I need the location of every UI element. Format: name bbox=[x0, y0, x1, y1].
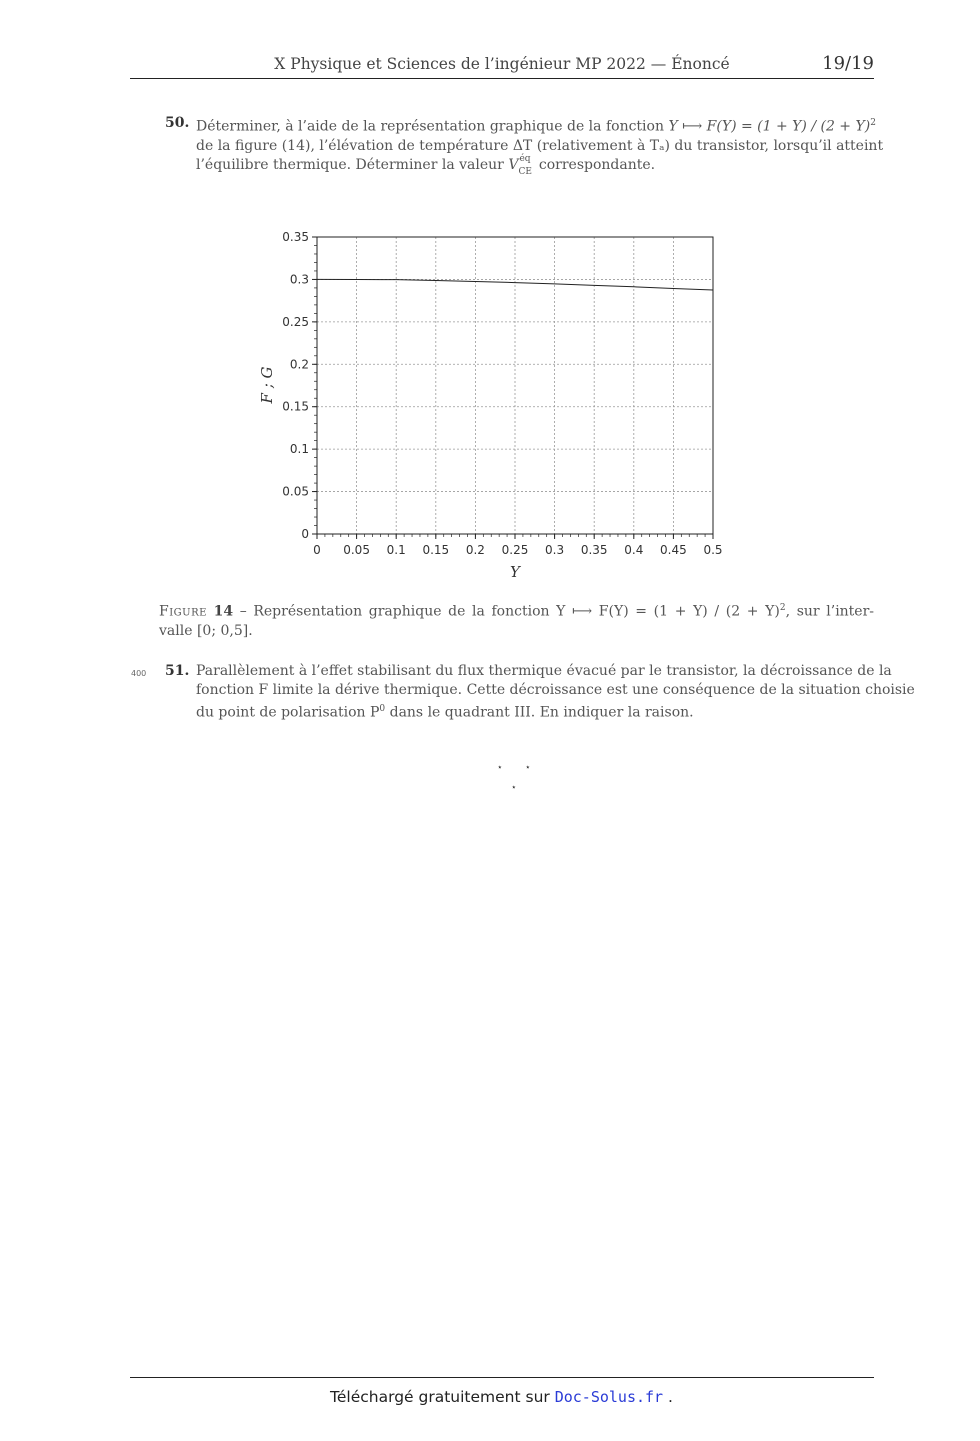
star-icon: ⋆ bbox=[497, 763, 503, 773]
star-icon: ⋆ bbox=[525, 763, 531, 773]
question-line: fonction F limite la dérive thermique. Cette décroissance est une conséquence de la situation choisie bbox=[196, 682, 915, 698]
page-header bbox=[130, 52, 874, 79]
question-line: du point de polarisation $P^0$ dans le quadrant III. En indiquer la raison. bbox=[196, 704, 694, 721]
x-tick-label: 0.1 bbox=[386, 543, 406, 557]
y-tick-labels bbox=[282, 230, 309, 541]
x-tick-label: 0.4 bbox=[624, 543, 644, 557]
header-title: X Physique et Sciences de l’ingénieur MP 2022 — Énoncé bbox=[274, 55, 730, 73]
footer-rule bbox=[130, 1377, 874, 1378]
x-tick-label: 0.05 bbox=[343, 543, 370, 557]
y-tick-label: 0.15 bbox=[282, 399, 309, 414]
y-tick-label: 0.05 bbox=[282, 484, 309, 499]
x-tick-label: 0.35 bbox=[580, 543, 608, 557]
x-tick-label: 0.15 bbox=[422, 543, 450, 557]
x-tick-label: 0.2 bbox=[465, 543, 485, 557]
v-sub: CE bbox=[518, 166, 532, 177]
figure-caption bbox=[159, 599, 874, 641]
question-line: de la figure (14), l’élévation de température ΔT (relativement à Tₐ) du transistor, lorsqu’il atteint bbox=[196, 137, 884, 154]
footer-end: . bbox=[663, 1388, 673, 1406]
x-tick-label: 0 bbox=[313, 543, 321, 557]
y-tick-label: 0.25 bbox=[282, 314, 309, 329]
x-tick-label: 0.25 bbox=[501, 543, 529, 557]
page-footer bbox=[0, 1388, 980, 1406]
x-tick-labels bbox=[313, 543, 722, 557]
figure-14-chart bbox=[240, 225, 740, 585]
x-tick-label: 0.3 bbox=[545, 543, 565, 557]
star-icon: ⋆ bbox=[511, 783, 517, 793]
y-tick-label: 0.2 bbox=[289, 357, 309, 372]
x-axis-label: Y bbox=[510, 563, 520, 581]
y-axis-label: F ; G bbox=[258, 366, 276, 404]
minor-ticks bbox=[314, 245, 705, 537]
page-number: 19/19 bbox=[822, 53, 874, 74]
question-number: 50. bbox=[165, 115, 190, 131]
doc-solus-link[interactable]: Doc-Solus.fr bbox=[554, 1388, 664, 1406]
formula: Y ⟼ F(Y) = (1 + Y) / (2 + Y) bbox=[668, 118, 871, 135]
v-sup: éq bbox=[519, 153, 531, 164]
y-tick-label: 0 bbox=[301, 527, 309, 541]
y-tick-label: 0.35 bbox=[282, 230, 309, 244]
y-tick-label: 0.3 bbox=[289, 272, 309, 287]
question-line: Déterminer, à l’aide de la représentation graphique de la fonction Y ⟼ $F(Y) = (1 + Y) / (2 + Y)^2$ bbox=[196, 118, 876, 135]
question-line: Parallèlement à l’effet stabilisant du flux thermique évacué par le transistor, la décroissance de la bbox=[196, 663, 892, 679]
footer-text: Téléchargé gratuitement sur bbox=[330, 1388, 555, 1406]
question-line: l’équilibre thermique. Déterminer la valeur V éq CE correspondante. bbox=[196, 156, 874, 175]
caption-line: Figure 14 – Représentation graphique de la fonction Y ⟼ $F(Y) = (1 + Y) / (2 + Y)^2$, sur l’inter- bbox=[159, 603, 875, 620]
line-number: 400 bbox=[131, 669, 147, 678]
caption-line: valle [0; 0,5]. bbox=[159, 622, 253, 639]
x-tick-label: 0.45 bbox=[660, 543, 687, 557]
question-number: 51. bbox=[165, 663, 190, 679]
x-tick-label: 0.5 bbox=[703, 543, 723, 557]
y-tick-label: 0.1 bbox=[289, 442, 309, 457]
